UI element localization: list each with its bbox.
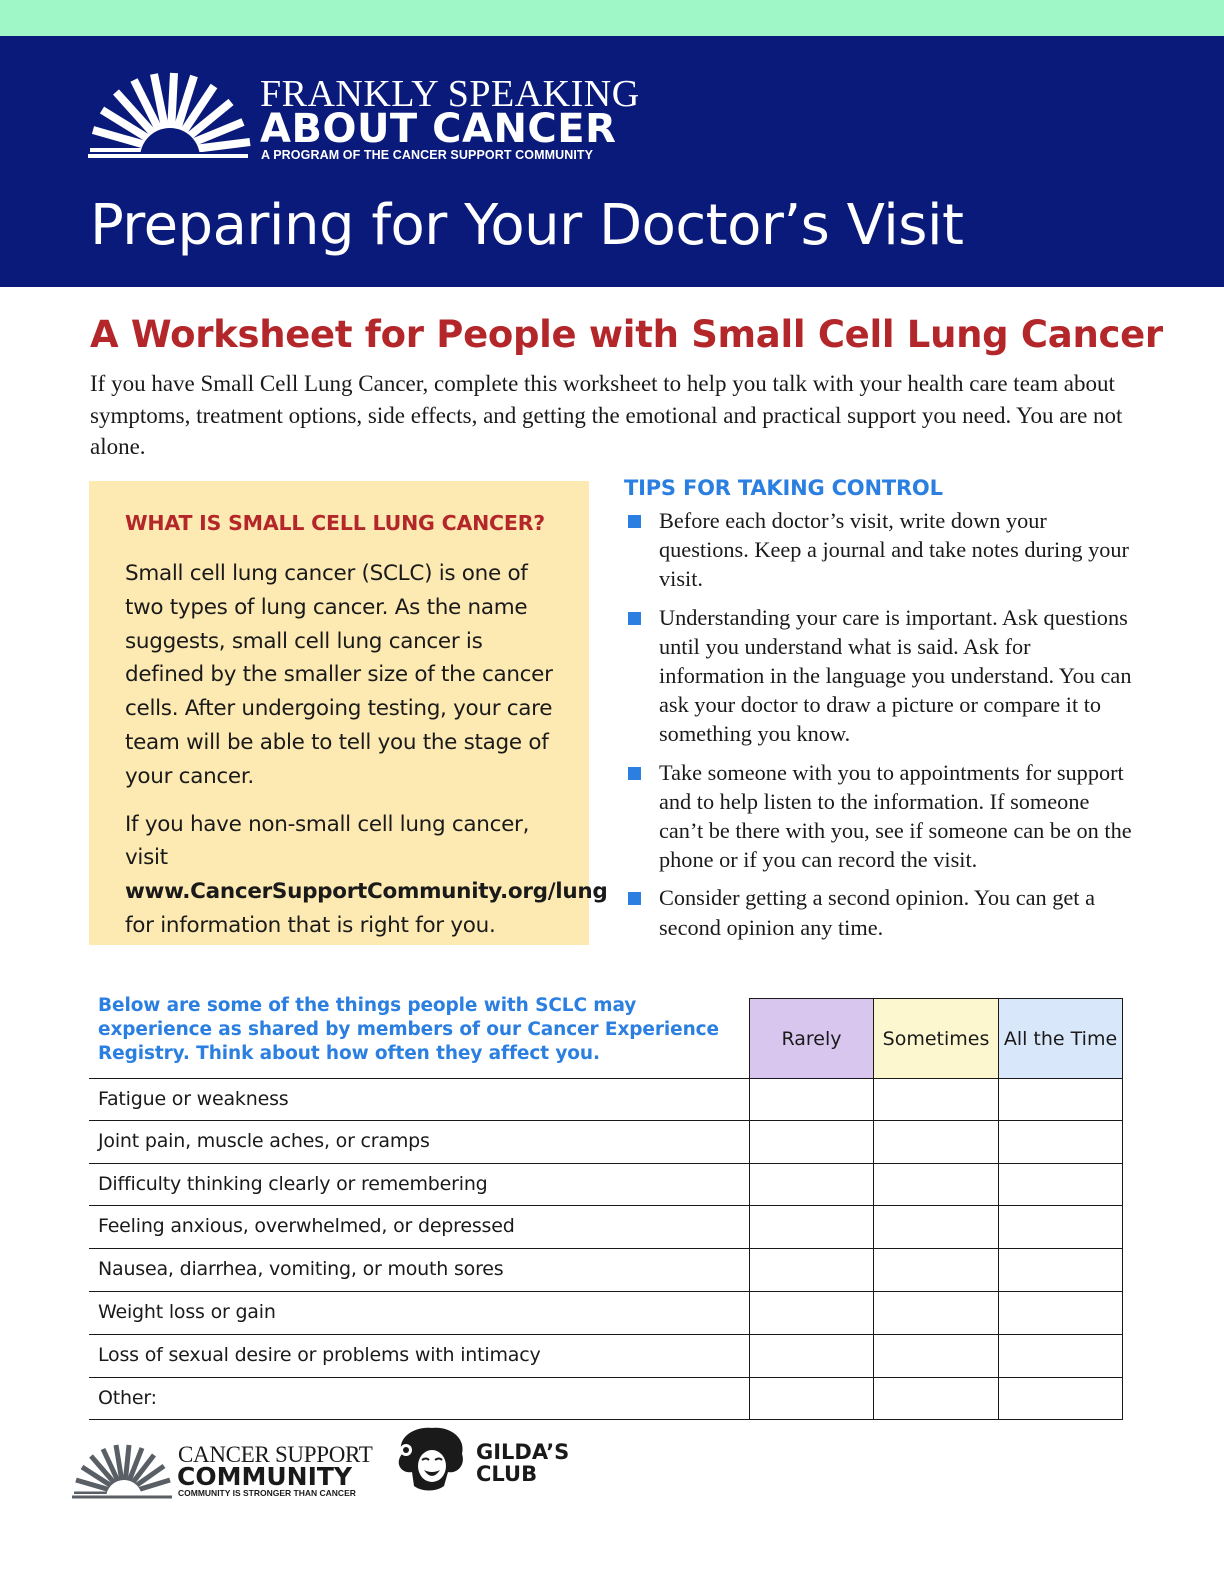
rarely-checkbox[interactable] bbox=[749, 1206, 873, 1248]
top-accent-strip bbox=[0, 0, 1224, 36]
sometimes-checkbox[interactable] bbox=[873, 1079, 998, 1120]
table-row bbox=[89, 1292, 1123, 1335]
all-the-time-checkbox[interactable] bbox=[998, 1206, 1123, 1248]
table-row bbox=[89, 1078, 1123, 1121]
sunburst-icon bbox=[88, 72, 258, 162]
square-bullet-icon bbox=[628, 515, 641, 528]
all-the-time-checkbox[interactable] bbox=[998, 1121, 1123, 1163]
symptom-label: Loss of sexual desire or problems with intimacy bbox=[98, 1343, 541, 1366]
sometimes-checkbox[interactable] bbox=[873, 1206, 998, 1248]
csc-line-1: CANCER SUPPORT bbox=[178, 1442, 373, 1467]
worksheet-subtitle: A Worksheet for People with Small Cell Lung Cancer bbox=[90, 313, 1163, 356]
all-the-time-checkbox[interactable] bbox=[998, 1378, 1123, 1420]
square-bullet-icon bbox=[628, 612, 641, 625]
column-header-sometimes: Sometimes bbox=[873, 998, 999, 1079]
table-row bbox=[89, 1335, 1123, 1378]
what-is-sclc-heading: WHAT IS SMALL CELL LUNG CANCER? bbox=[125, 511, 545, 535]
sometimes-checkbox[interactable] bbox=[873, 1121, 998, 1163]
brand-tagline: A PROGRAM OF THE CANCER SUPPORT COMMUNITY bbox=[261, 148, 594, 162]
tip-item bbox=[624, 506, 1134, 594]
nsclc-note bbox=[125, 808, 608, 943]
tip-text: Take someone with you to appointments for support and to help listen to the information. If someone can’t be there with you, see if someone can be on the phone or if you can record the visit. bbox=[659, 759, 1132, 873]
gildas-club-logo bbox=[392, 1424, 582, 1494]
rarely-checkbox[interactable] bbox=[749, 1164, 873, 1206]
nsclc-note-after: for information that is right for you. bbox=[125, 912, 496, 938]
symptom-label: Joint pain, muscle aches, or cramps bbox=[98, 1129, 430, 1152]
lung-link[interactable]: www.CancerSupportCommunity.org/lung bbox=[125, 879, 608, 905]
table-row bbox=[89, 1164, 1123, 1207]
rarely-checkbox[interactable] bbox=[749, 1249, 873, 1291]
symptom-label: Other: bbox=[98, 1386, 157, 1409]
brand-line-1: FRANKLY SPEAKING bbox=[260, 73, 640, 115]
rarely-checkbox[interactable] bbox=[749, 1121, 873, 1163]
table-row bbox=[89, 1121, 1123, 1164]
sometimes-checkbox[interactable] bbox=[873, 1335, 998, 1377]
symptom-label: Feeling anxious, overwhelmed, or depressed bbox=[98, 1215, 515, 1238]
csc-tagline: COMMUNITY IS STRONGER THAN CANCER bbox=[178, 1488, 356, 1498]
brand-line-2: ABOUT CANCER bbox=[260, 106, 617, 152]
table-row bbox=[89, 1206, 1123, 1249]
column-header-rarely: Rarely bbox=[749, 998, 874, 1079]
all-the-time-checkbox[interactable] bbox=[998, 1292, 1123, 1334]
tip-text: Consider getting a second opinion. You can get a second opinion any time. bbox=[659, 885, 1095, 940]
tip-item bbox=[624, 758, 1134, 875]
symptom-table-intro: Below are some of the things people with SCLC may experience as shared by members of our Cancer Experience Registry. Think about how often they affect you. bbox=[98, 995, 719, 1064]
column-header-all-the-time: All the Time bbox=[998, 998, 1123, 1079]
what-is-sclc-paragraph: Small cell lung cancer (SCLC) is one of two types of lung cancer. As the name suggests, small cell lung cancer is defined by the smaller size of the cancer cells. After undergoing testing, your care team will be able to tell you the stage of your cancer. bbox=[125, 561, 553, 789]
all-the-time-checkbox[interactable] bbox=[998, 1249, 1123, 1291]
square-bullet-icon bbox=[628, 767, 641, 780]
sometimes-checkbox[interactable] bbox=[873, 1164, 998, 1206]
tip-item bbox=[624, 883, 1134, 941]
all-the-time-checkbox[interactable] bbox=[998, 1335, 1123, 1377]
rarely-checkbox[interactable] bbox=[749, 1378, 873, 1420]
rarely-checkbox[interactable] bbox=[749, 1079, 873, 1120]
what-is-sclc-box bbox=[89, 481, 608, 945]
square-bullet-icon bbox=[628, 892, 641, 905]
nsclc-note-before: If you have non-small cell lung cancer, visit bbox=[125, 811, 530, 871]
tip-text: Understanding your care is important. Ask questions until you understand what is said. Ask for information in the language you understand. You can ask your doctor to draw a picture or compare it to something you know. bbox=[659, 604, 1132, 747]
symptom-label: Difficulty thinking clearly or remembering bbox=[98, 1172, 488, 1195]
tips-section bbox=[624, 476, 1134, 951]
intro-paragraph: If you have Small Cell Lung Cancer, complete this worksheet to help you talk with your health care team about symptoms, treatment options, side effects, and getting the emotional and practical support you need. You are not alone. bbox=[90, 371, 1123, 459]
cancer-support-community-logo bbox=[72, 1440, 372, 1502]
all-the-time-checkbox[interactable] bbox=[998, 1079, 1123, 1120]
table-row bbox=[89, 1378, 1123, 1421]
rarely-checkbox[interactable] bbox=[749, 1335, 873, 1377]
gilda-face-icon bbox=[392, 1424, 468, 1494]
symptom-label: Fatigue or weakness bbox=[98, 1088, 289, 1110]
all-the-time-checkbox[interactable] bbox=[998, 1164, 1123, 1206]
symptom-label: Weight loss or gain bbox=[98, 1300, 276, 1323]
tips-heading: TIPS FOR TAKING CONTROL bbox=[624, 476, 943, 500]
gilda-line-1: GILDA’S bbox=[476, 1440, 570, 1464]
csc-line-2: COMMUNITY bbox=[177, 1462, 353, 1491]
tip-text: Before each doctor’s visit, write down your questions. Keep a journal and take notes during your visit. bbox=[659, 508, 1129, 592]
table-row bbox=[89, 1249, 1123, 1292]
frankly-speaking-logo bbox=[88, 72, 648, 172]
sometimes-checkbox[interactable] bbox=[873, 1292, 998, 1334]
page-title: Preparing for Your Doctor’s Visit bbox=[90, 193, 964, 258]
rarely-checkbox[interactable] bbox=[749, 1292, 873, 1334]
sunburst-gray-icon bbox=[72, 1444, 172, 1500]
symptom-table bbox=[89, 1078, 1123, 1420]
sometimes-checkbox[interactable] bbox=[873, 1378, 998, 1420]
tip-item bbox=[624, 603, 1134, 749]
gildas-club-name bbox=[476, 1441, 569, 1485]
symptom-label: Nausea, diarrhea, vomiting, or mouth sores bbox=[98, 1258, 504, 1281]
sometimes-checkbox[interactable] bbox=[873, 1249, 998, 1291]
gilda-line-2: CLUB bbox=[476, 1462, 538, 1486]
